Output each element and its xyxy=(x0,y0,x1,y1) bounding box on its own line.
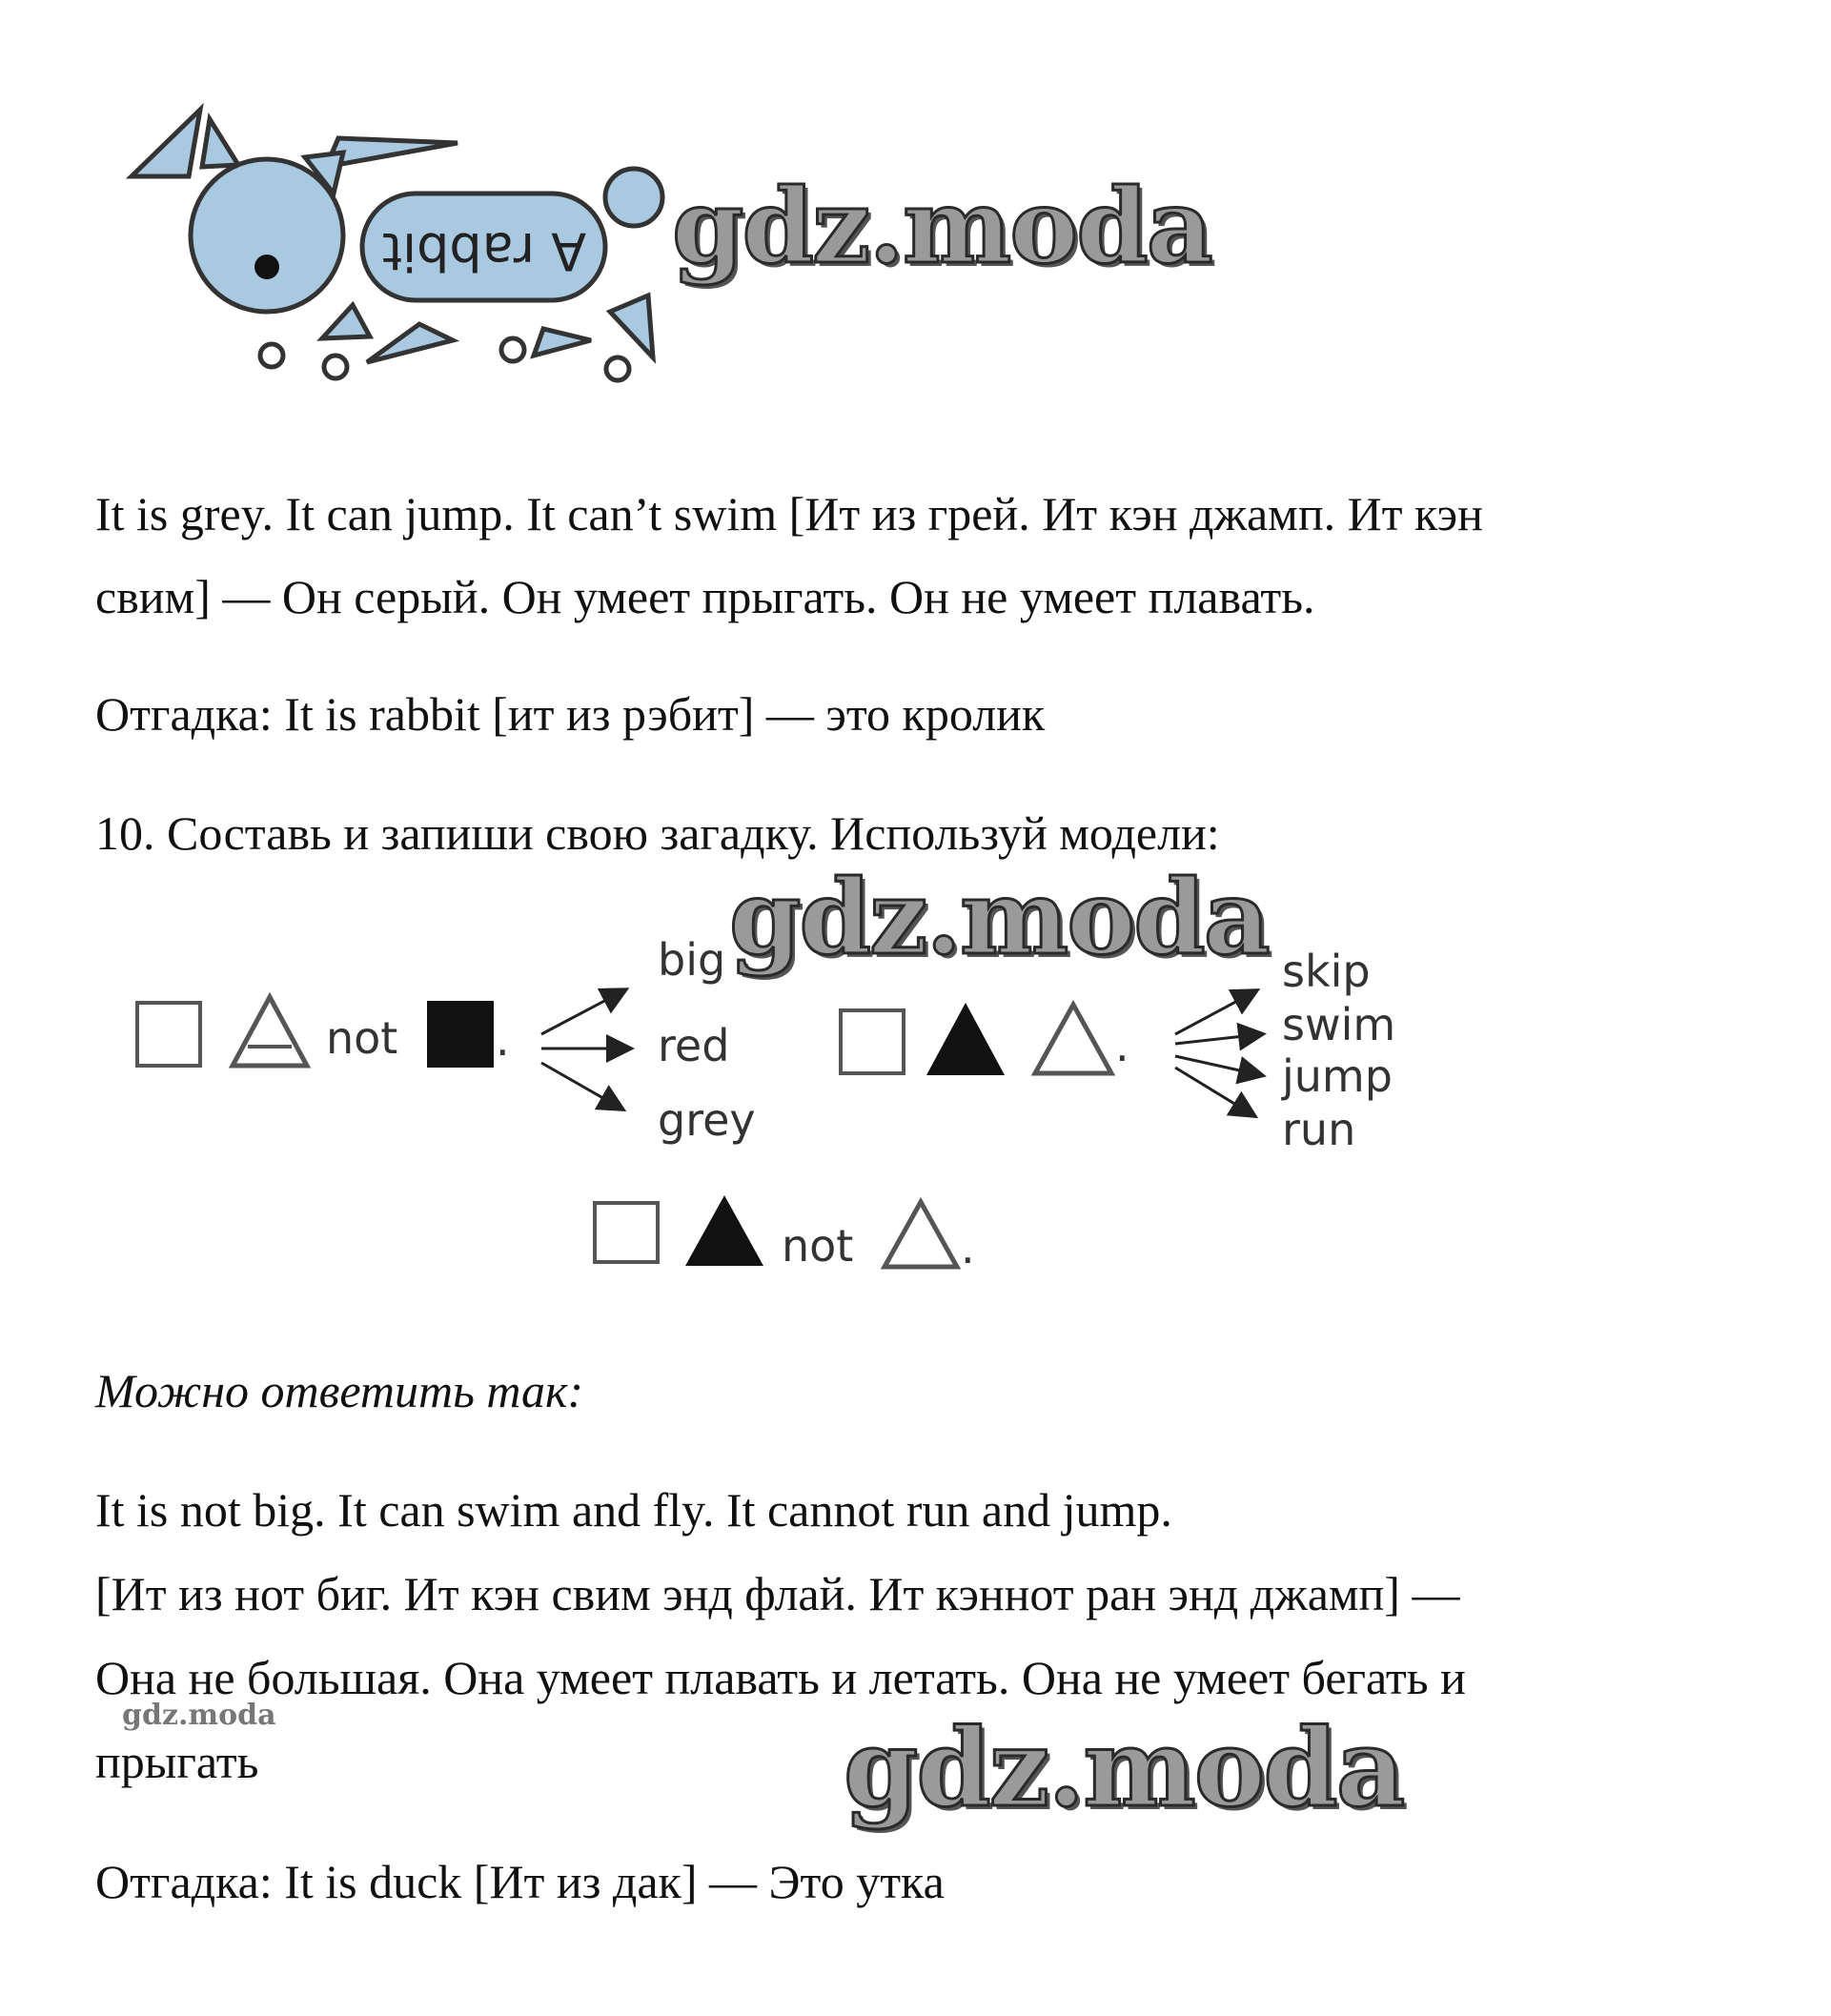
model3-open-triangle-icon xyxy=(879,1196,963,1273)
back-leg-left xyxy=(534,329,591,356)
model2-period: . xyxy=(1115,1020,1129,1071)
model1-arrows xyxy=(534,977,639,1120)
paw-circle-1 xyxy=(260,344,283,367)
riddle1-line1: It is grey. It can jump. It can’t swim [Ит из грей. Ит кэн джамп. Ит кэн xyxy=(95,487,1483,540)
watermark-logo-1: gdz.moda xyxy=(672,167,1211,287)
paw-circle-2 xyxy=(324,356,347,378)
model1-period: . xyxy=(496,1014,510,1066)
front-leg-left xyxy=(322,305,370,338)
model1-filled-square-icon xyxy=(427,1001,494,1068)
model2-open-triangle-icon xyxy=(1029,999,1117,1080)
answer-final: Отгадка: It is duck [Ит из дак] — Это утка xyxy=(95,1855,945,1908)
adjective-grey: grey xyxy=(658,1094,756,1146)
paw-circle-3 xyxy=(501,338,524,361)
riddle1-line2: свим] — Он серый. Он умеет прыгать. Он не умеет плавать. xyxy=(95,570,1315,623)
tail-circle xyxy=(605,169,662,226)
model2-arrows xyxy=(1168,982,1272,1125)
answer-line4: прыгать xyxy=(95,1735,259,1788)
verb-swim: swim xyxy=(1282,999,1396,1050)
model1-square-icon xyxy=(135,1001,202,1068)
rabbit-illustration xyxy=(114,91,686,405)
model3-square-icon xyxy=(593,1201,660,1264)
watermark-logo-2: gdz.moda xyxy=(729,858,1269,978)
riddle1-answer: Отгадка: It is rabbit [ит из рэбит] — это кролик xyxy=(95,687,1046,741)
answer-line3: Она не большая. Она умеет плавать и летать. Она не умеет бегать и xyxy=(95,1651,1466,1704)
eye-dot xyxy=(254,255,279,279)
watermark-logo-3: gdz.moda xyxy=(844,1706,1404,1831)
right-ear-shape xyxy=(202,119,238,167)
verb-jump: jump xyxy=(1282,1050,1393,1102)
model1-not-label: not xyxy=(326,1012,398,1064)
paw-circle-4 xyxy=(606,357,629,380)
model2-square-icon xyxy=(839,1008,905,1075)
model2-filled-triangle-icon xyxy=(923,999,1008,1080)
model3-not-label: not xyxy=(782,1220,854,1272)
left-ear-shape xyxy=(132,110,200,176)
model3-filled-triangle-icon xyxy=(682,1191,767,1270)
adjective-red: red xyxy=(658,1020,730,1071)
model1-triangle-icon xyxy=(227,991,313,1072)
answer-intro: Можно ответить так: xyxy=(95,1364,584,1417)
front-leg-right xyxy=(367,324,453,362)
back-leg-right xyxy=(610,295,653,357)
adjective-big: big xyxy=(658,934,726,986)
head-circle xyxy=(191,159,343,312)
model3-period: . xyxy=(961,1222,975,1273)
task10-title: 10. Составь и запиши свою загадку. Используй модели: xyxy=(95,806,1220,860)
answer-line2: [Ит из нот биг. Ит кэн свим энд флай. Ит кэннот ран энд джамп] — xyxy=(95,1567,1460,1620)
top-ear-shape xyxy=(326,138,458,167)
rabbit-label: A rabbit xyxy=(381,221,587,281)
watermark-small: gdz.moda xyxy=(122,1699,276,1732)
verb-skip: skip xyxy=(1282,946,1371,997)
answer-line1: It is not big. It can swim and fly. It cannot run and jump. xyxy=(95,1483,1172,1537)
verb-run: run xyxy=(1282,1104,1356,1155)
